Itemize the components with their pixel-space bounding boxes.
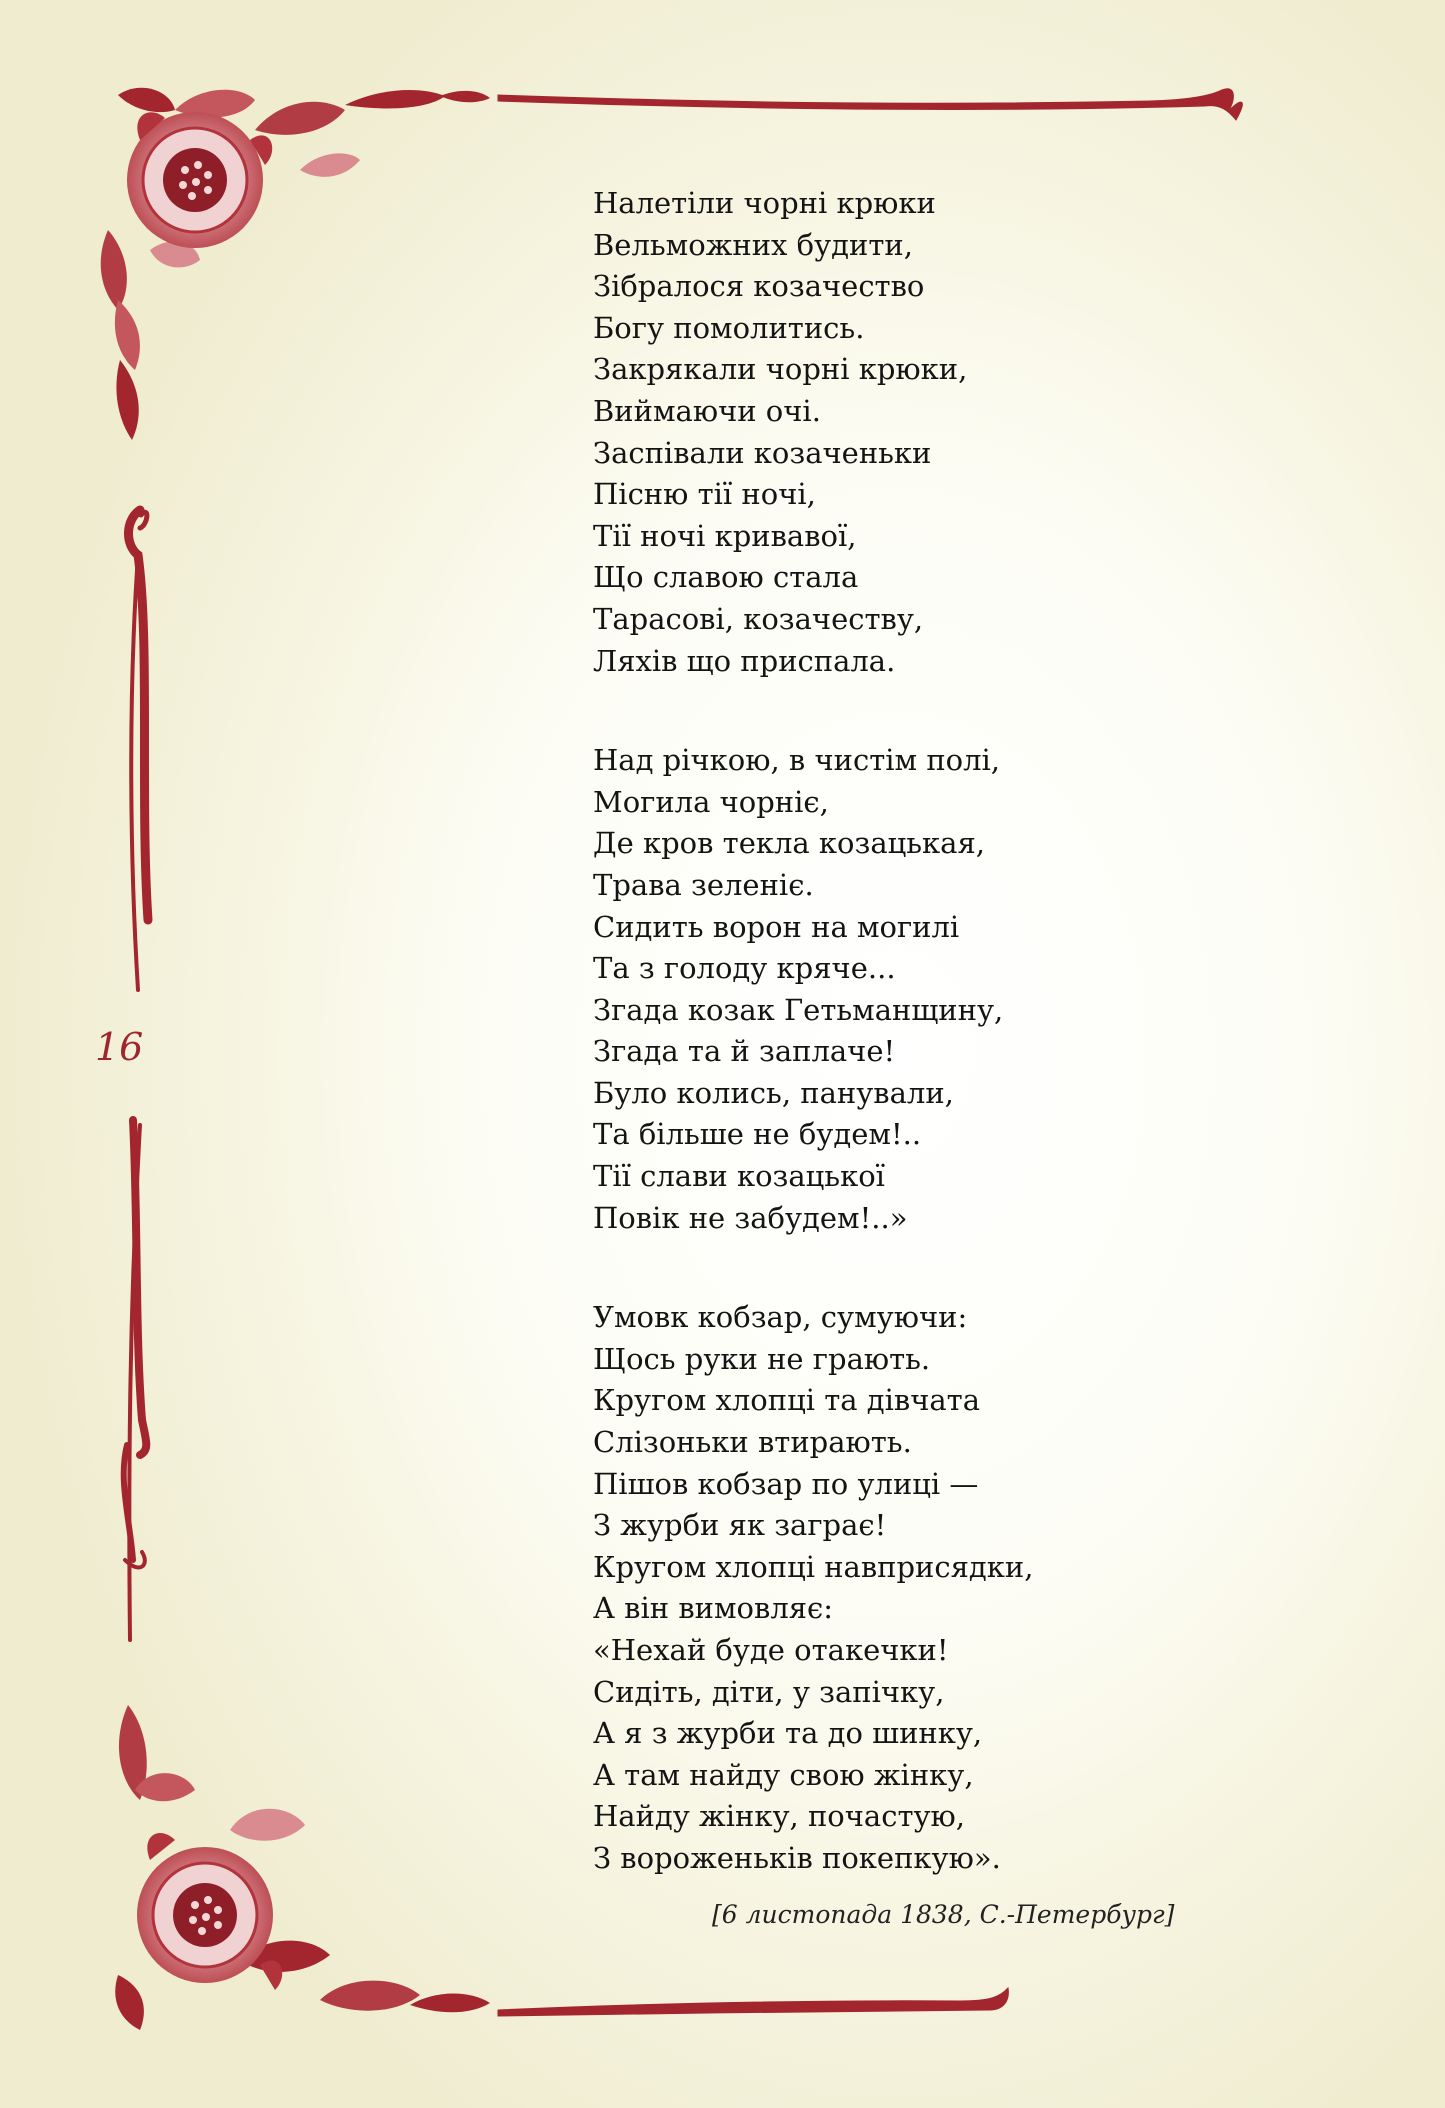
stanza-3 bbox=[593, 1297, 1153, 1879]
poem-line: Пішов кобзар по улиці — bbox=[593, 1466, 979, 1501]
poem-dateline: [6 листопада 1838, С.-Петербург] bbox=[712, 1900, 1175, 1929]
poem-line: Сидіть, діти, у запічку, bbox=[593, 1674, 945, 1709]
left-flourish-upper-icon bbox=[128, 510, 148, 990]
poem-line: Кругом хлопці та дівчата bbox=[593, 1383, 981, 1418]
poem-line: Найду жінку, почастую, bbox=[593, 1799, 966, 1834]
poem-line: Умовк кобзар, сумуючи: bbox=[593, 1300, 968, 1335]
poem-line: Та більше не будем!.. bbox=[593, 1117, 922, 1152]
poem-line: Виймаючи очі. bbox=[593, 393, 821, 428]
poem-line: Повік не забудем!..» bbox=[593, 1200, 908, 1235]
bottom-flourish-icon bbox=[498, 1988, 1008, 2016]
poem-line: Сидить ворон на могилі bbox=[593, 909, 960, 944]
page-number: 16 bbox=[95, 1025, 144, 1069]
poem-line: Тарасові, козачеству, bbox=[593, 601, 924, 636]
stanza-1 bbox=[593, 183, 1153, 682]
poem-line: Тії ночі кривавої, bbox=[593, 518, 857, 553]
poem-line: Зібралося козачество bbox=[593, 269, 925, 304]
poem-line: Згада козак Гетьманщину, bbox=[593, 992, 1004, 1027]
top-flourish-icon bbox=[498, 89, 1242, 120]
poem-line: А я з журби та до шинку, bbox=[593, 1716, 983, 1751]
poem-line: Кругом хлопці навприсядки, bbox=[593, 1549, 1034, 1584]
poem-line: Було колись, панували, bbox=[593, 1075, 954, 1110]
poem-line: Закрякали чорні крюки, bbox=[593, 352, 968, 387]
stanza-2 bbox=[593, 740, 1153, 1239]
poem-line: Ляхів що приспала. bbox=[593, 643, 896, 678]
poem-line: Могила чорніє, bbox=[593, 784, 829, 819]
poem-line: Тії слави козацької bbox=[593, 1159, 885, 1194]
left-flourish-lower-icon bbox=[124, 1120, 147, 1640]
poem-line: Слізоньки втирають. bbox=[593, 1425, 912, 1460]
flower-ornament-top-left-icon bbox=[101, 88, 490, 440]
poem-line: Пісню тії ночі, bbox=[593, 477, 816, 512]
poem-text bbox=[593, 183, 1175, 1938]
poem-line: Та з голоду кряче... bbox=[593, 951, 896, 986]
poem-line: А там найду свою жінку, bbox=[593, 1757, 974, 1792]
flower-ornament-bottom-left-icon bbox=[115, 1705, 490, 2030]
poem-line: Згада та й заплаче! bbox=[593, 1034, 896, 1069]
poem-line: Щось руки не грають. bbox=[593, 1341, 931, 1376]
poem-line: «Нехай буде отакечки! bbox=[593, 1633, 949, 1667]
poem-line: Трава зеленіє. bbox=[593, 867, 814, 902]
poem-line: Налетіли чорні крюки bbox=[593, 186, 936, 220]
poem-line: Вельможних будити, bbox=[593, 227, 913, 262]
poem-line: Богу помолитись. bbox=[593, 310, 865, 345]
poem-line: З вороженьків покепкую». bbox=[593, 1840, 1001, 1875]
poem-line: Над річкою, в чистім полі, bbox=[593, 743, 1001, 778]
poem-line: З журби як заграє! bbox=[593, 1508, 887, 1543]
poem-line: Що славою стала bbox=[593, 560, 859, 595]
poem-line: Заспівали козаченьки bbox=[593, 435, 932, 470]
poem-line: Де кров текла козацькая, bbox=[593, 826, 985, 861]
poem-line: А він вимовляє: bbox=[593, 1591, 834, 1626]
